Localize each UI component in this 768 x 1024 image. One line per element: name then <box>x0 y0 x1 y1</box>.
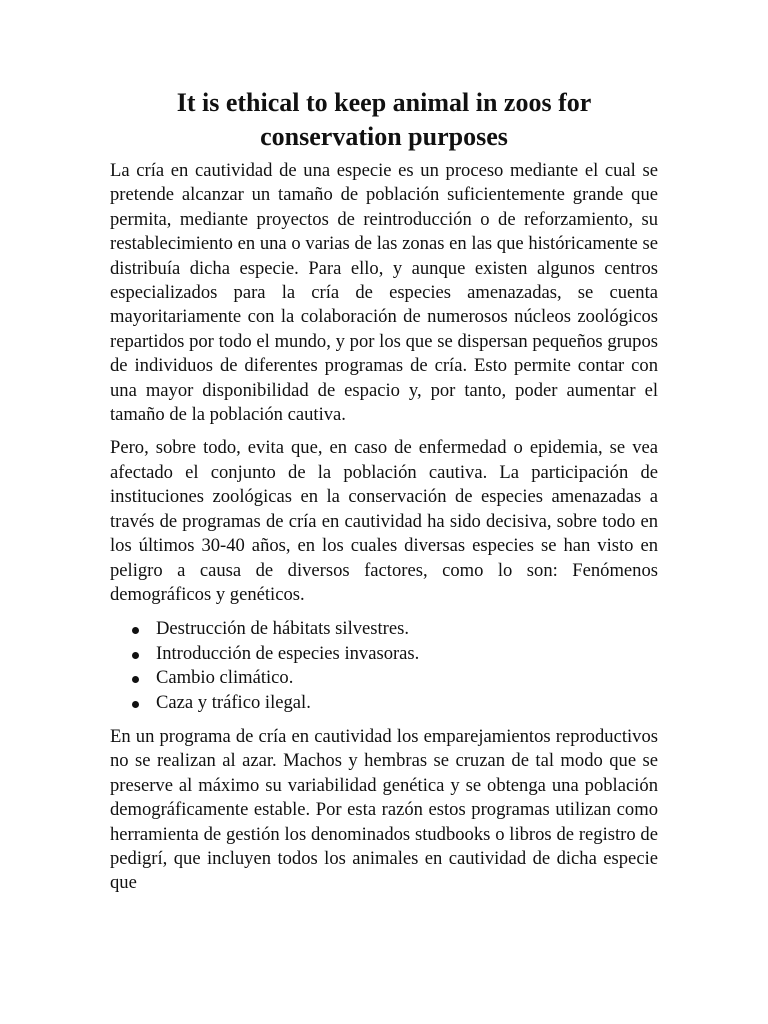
bullet-icon <box>132 627 139 634</box>
list-item <box>110 617 658 641</box>
paragraph-captive-breeding: La cría en cautividad de una especie es un proceso mediante el cual se pretende alcanzar un tamaño de población suficientemente grande que permita, mediante proyectos de reintroducción o de reforzamiento, su restablecimiento en una o varias de las zonas en las que históricamente se distribuía dicha especie. Para ello, y aunque existen algunos centros especializados para la cría de especies amenazadas, se cuenta mayoritariamente con la colaboración de numerosos núcleos zoológicos repartidos por todo el mundo, y por los que se dispersan pequeños grupos de individuos de diferentes programas de cría. Esto permite contar con una mayor disponibilidad de espacio y, por tanto, poder aumentar el tamaño de la población cautiva. <box>110 160 658 426</box>
list-item <box>110 642 658 666</box>
list-item-text: Caza y tráfico ilegal. <box>156 691 311 713</box>
bullet-icon <box>132 652 139 659</box>
document-title: It is ethical to keep animal in zoos for conservation purposes <box>176 88 592 151</box>
list-item <box>110 691 658 715</box>
list-item-text: Cambio climático. <box>156 667 294 689</box>
paragraph-epidemic-risk: Pero, sobre todo, evita que, en caso de enfermedad o epidemia, se vea afectado el conjunto de la población cautiva. La participación de instituciones zoológicas en la conservación de especies amenazadas a través de programas de cría en cautividad ha sido decisiva, sobre todo en los últimos 30-40 años, en los cuales diversas especies se han visto en peligro a causa de diversos factores, como lo son: Fenómenos demográficos y genéticos. <box>110 437 658 605</box>
bullet-icon <box>132 676 139 683</box>
list-item <box>110 666 658 690</box>
bullet-icon <box>132 701 139 708</box>
threats-list <box>110 617 658 715</box>
paragraph-breeding-programs: En un programa de cría en cautividad los emparejamientos reproductivos no se realizan al azar. Machos y hembras se cruzan de tal modo que se preserve al máximo su variabilidad genética y se obtenga una población demográficamente estable. Por esta razón estos programas utilizan como herramienta de gestión los denominados studbooks o libros de registro de pedigrí, que incluyen todos los animales en cautividad de dicha especie que <box>110 725 658 894</box>
list-item-text: Introducción de especies invasoras. <box>156 642 420 664</box>
list-item-text: Destrucción de hábitats silvestres. <box>156 618 410 640</box>
document-page <box>110 86 658 896</box>
